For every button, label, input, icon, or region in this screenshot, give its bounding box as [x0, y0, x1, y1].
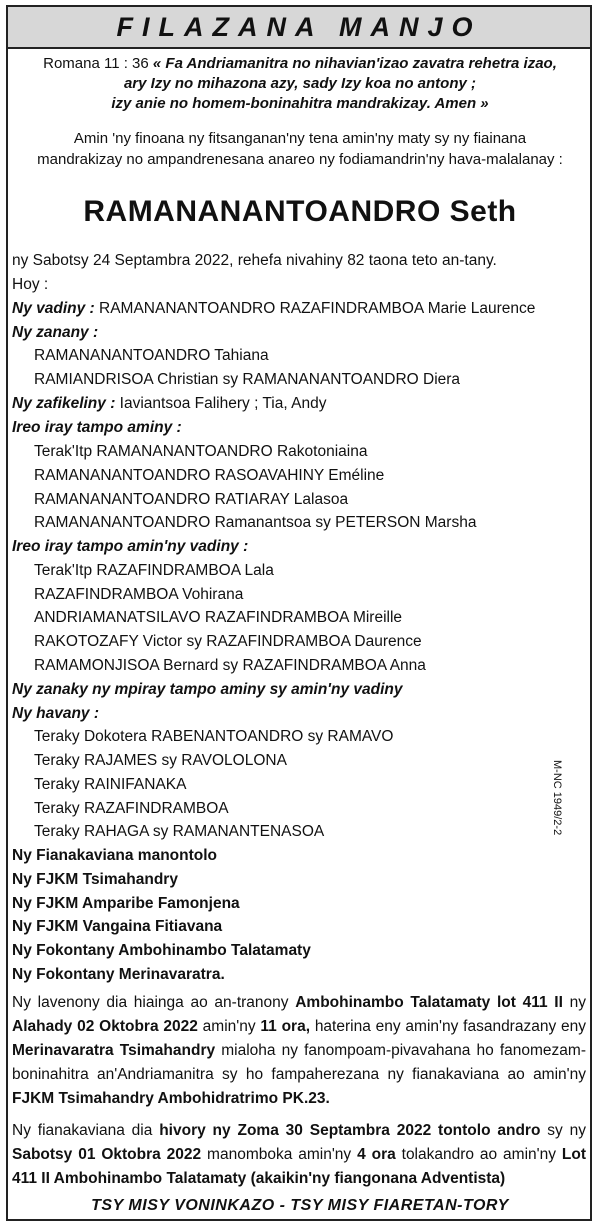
gathering-date: hivory ny Zoma 30 Septambra 2022 tontolo andro [159, 1122, 541, 1139]
sibling-item: RAMANANANTOANDRO RASOAVAHINY Eméline [34, 467, 385, 484]
funeral-paragraph [12, 991, 586, 1111]
funeral-time: 11 ora, [260, 1018, 311, 1035]
para1-text: amin'ny [197, 1018, 261, 1035]
siblings-label: Ireo iray tampo aminy : [12, 419, 182, 436]
verse-reference: Romana 11 : 36 [43, 55, 149, 72]
date-line: ny Sabotsy 24 Septambra 2022, rehefa nivahiny 82 taona teto an-tany. [12, 252, 497, 269]
group-item: Ny FJKM Vangaina Fitiavana [12, 918, 223, 935]
in-law-sibling-item: Terak'Itp RAZAFINDRAMBOA Lala [34, 562, 274, 579]
group-item: Ny Fokontany Merinavaratra. [12, 966, 225, 983]
grandchildren-value: Iaviantsoa Falihery ; Tia, Andy [115, 395, 327, 412]
group-item: Ny FJKM Amparibe Famonjena [12, 895, 240, 912]
sibling-item: RAMANANANTOANDRO Ramanantsoa sy PETERSON Marsha [34, 514, 477, 531]
spouse-label: Ny vadiny : [12, 300, 95, 317]
gathering-paragraph [12, 1119, 586, 1191]
relative-item: Teraky RAHAGA sy RAMANANTENASOA [34, 823, 325, 840]
notice-header [6, 5, 592, 49]
grandchildren-line [12, 393, 326, 415]
grandchildren-label: Ny zafikeliny : [12, 395, 116, 412]
church-name: FJKM Tsimahandry Ambohidratrimo PK.23. [12, 1090, 330, 1107]
intro-line-1: Amin 'ny finoana ny fitsanganan'ny tena amin'ny maty sy ny fiainana [73, 130, 527, 147]
relative-item: Teraky RAINIFANAKA [34, 776, 187, 793]
para1-text: haterina eny amin'ny fasandrazany eny [310, 1018, 587, 1035]
gathering-date-2: Sabotsy 01 Oktobra 2022 [12, 1146, 202, 1163]
bible-verse [14, 54, 586, 114]
sibling-item: RAMANANANTOANDRO RATIARAY Lalasoa [34, 491, 349, 508]
para2-text: manomboka amin'ny [201, 1146, 358, 1163]
group-item: Ny FJKM Tsimahandry [12, 871, 178, 888]
in-law-sibling-item: RAKOTOZAFY Victor sy RAZAFINDRAMBOA Daurence [34, 633, 422, 650]
nephews-label: Ny zanaky ny mpiray tampo aminy sy amin'ny vadiny [12, 681, 403, 698]
spouse-value: RAMANANANTOANDRO RAZAFINDRAMBOA Marie Laurence [94, 300, 536, 317]
deceased-name: RAMANANANTOANDRO Seth [83, 195, 517, 228]
spouse-line [12, 298, 535, 320]
group-item: Ny Fokontany Ambohinambo Talatamaty [12, 942, 311, 959]
child-item: RAMIANDRISOA Christian sy RAMANANANTOANDRO Diera [34, 371, 461, 388]
para2-text: sy ny [540, 1122, 586, 1139]
reference-code: M-NC 1949/2-2 [551, 760, 563, 836]
group-item: Ny Fianakaviana manontolo [12, 847, 217, 864]
in-law-sibling-item: ANDRIAMANATSILAVO RAZAFINDRAMBOA Mireille [34, 609, 403, 626]
verse-line-2: ary Izy no mihazona azy, sady Izy koa no antony ; [123, 75, 477, 92]
relatives-label: Ny havany : [12, 705, 100, 722]
in-law-sibling-item: RAZAFINDRAMBOA Vohirana [34, 586, 244, 603]
funeral-home-address: Ambohinambo Talatamaty lot 411 II [295, 994, 563, 1011]
para1-text: Ny lavenony dia hiainga ao an-tranony [12, 994, 296, 1011]
para1-text: mialoha ny fanompoam-pivavahana ho fanomezam-boninahitra an'Andriamanitra sy ho fampaherezana ny fianakaviana ao amin'ny [12, 1042, 586, 1083]
notice-title: FILAZANA MANJO [116, 11, 482, 42]
children-label: Ny zanany : [12, 324, 99, 341]
footer-note: TSY MISY VONINKAZO - TSY MISY FIARETAN-TORY [91, 1197, 509, 1214]
hoy-label: Hoy : [12, 276, 49, 293]
in-law-siblings-label: Ireo iray tampo amin'ny vadiny : [12, 538, 249, 555]
relative-item: Teraky Dokotera RABENANTOANDRO sy RAMAVO [34, 728, 394, 745]
para2-text: Ny fianakaviana dia [12, 1122, 160, 1139]
announcement-intro [14, 128, 586, 170]
burial-place: Merinavaratra Tsimahandry [12, 1042, 216, 1059]
child-item: RAMANANANTOANDRO Tahiana [34, 347, 269, 364]
in-law-sibling-item: RAMAMONJISOA Bernard sy RAZAFINDRAMBOA Anna [34, 657, 426, 674]
relative-item: Teraky RAZAFINDRAMBOA [34, 800, 229, 817]
para1-text: ny [562, 994, 587, 1011]
para2-text: tolakandro ao amin'ny [395, 1146, 562, 1163]
verse-line-3: izy anie no homem-boninahitra mandrakizay. Amen » [111, 95, 489, 112]
verse-line-1: « Fa Andriamanitra no nihavian'izao zavatra rehetra izao, [152, 55, 557, 72]
sibling-item: Terak'Itp RAMANANANTOANDRO Rakotoniaina [34, 443, 368, 460]
intro-line-2: mandrakizay no ampandrenesana anareo ny fodiamandrin'ny hava-malalanay : [37, 151, 563, 168]
gathering-time: 4 ora [357, 1146, 396, 1163]
relative-item: Teraky RAJAMES sy RAVOLOLONA [34, 752, 287, 769]
gathering-address: Lot 411 II Ambohinambo Talatamaty (akaikin'ny fiangonana Adventista) [12, 1146, 586, 1187]
funeral-date: Alahady 02 Oktobra 2022 [12, 1018, 198, 1035]
